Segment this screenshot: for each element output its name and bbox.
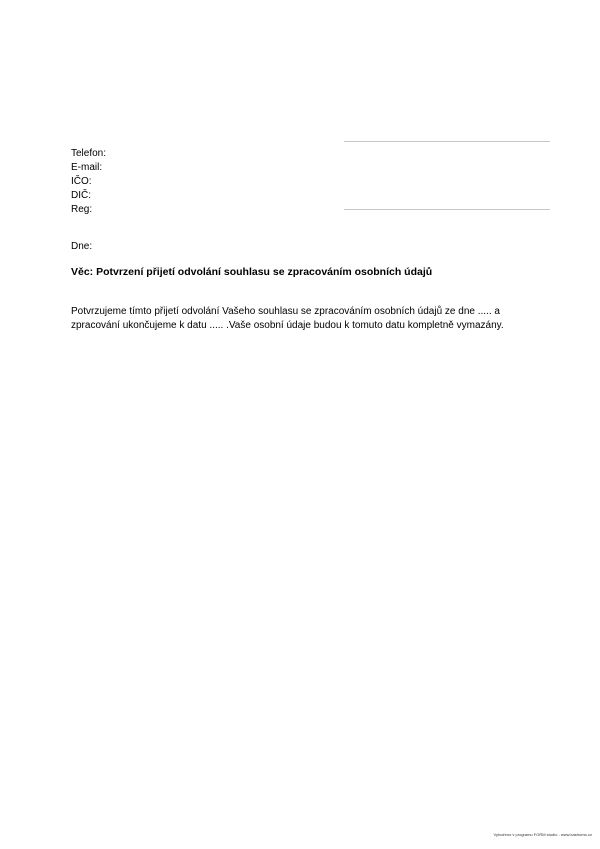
- recipient-bottom-rule: [344, 209, 550, 210]
- footer-credit: Vytvořeno v programu FORM studio - www.kastromo.cz: [493, 832, 592, 837]
- reg-label: Reg:: [71, 204, 93, 215]
- body-line: Potvrzujeme tímto přijetí odvolání Vašeho souhlasu se zpracováním osobních údajů ze dne ..... a: [71, 306, 500, 317]
- body-paragraph: [71, 305, 531, 333]
- date-label: Dne:: [71, 241, 93, 252]
- body-line: zpracování ukončujeme k datu ..... .Vaše osobní údaje budou k tomuto datu kompletně vymazány.: [71, 320, 504, 331]
- email-label: E-mail:: [71, 162, 103, 173]
- phone-label: Telefon:: [71, 148, 107, 159]
- subject-heading: Věc: Potvrzení přijetí odvolání souhlasu se zpracováním osobních údajů: [71, 266, 433, 278]
- recipient-top-rule: [344, 141, 550, 142]
- contact-block: [71, 147, 106, 217]
- ico-label: IČO:: [71, 176, 92, 187]
- dic-label: DIČ:: [71, 190, 91, 201]
